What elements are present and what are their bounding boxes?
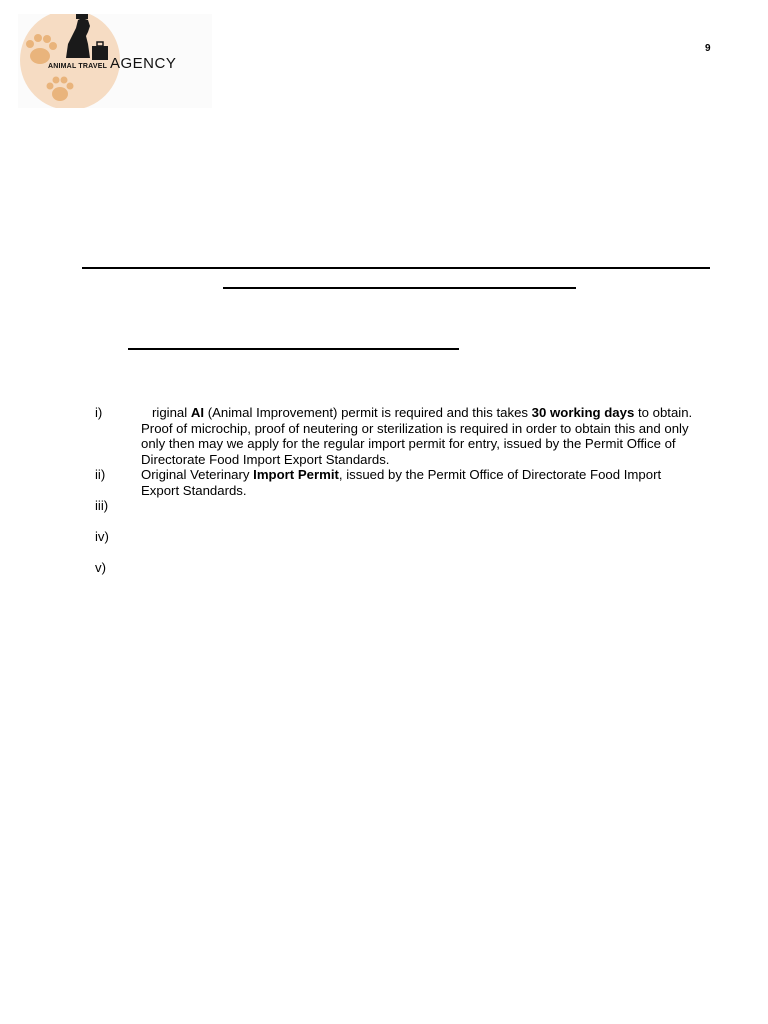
list-item-number: ii)	[95, 467, 106, 482]
list-item-number: i)	[95, 405, 103, 420]
logo-travel-text: ANIMAL TRAVEL	[48, 63, 108, 70]
logo-agency-text: AGENCY	[110, 55, 177, 72]
bold-run: AI	[190, 405, 205, 420]
bold-run: Import Permit	[253, 467, 339, 482]
text-run: to obtain. Proof of microchip, proof of neutering or sterilization is required in order to obtain this and only only then may we apply for the regular import permit for entry, issued by the Permit Office of Directorate Food Import Export Standards.	[141, 405, 693, 467]
section-underline-rule	[128, 348, 459, 350]
bold-run: 30 working days	[531, 405, 635, 420]
list-item-number: iii)	[95, 498, 109, 513]
text-run: Original Veterinary	[141, 467, 254, 482]
list-item	[95, 467, 695, 498]
agency-logo	[18, 14, 212, 108]
list-item-number: iv)	[95, 529, 109, 544]
list-item-text	[141, 467, 661, 498]
subtitle-underline-rule	[223, 287, 576, 289]
title-underline-rule	[82, 267, 710, 269]
list-item	[95, 529, 695, 545]
list-item-text	[141, 405, 692, 467]
list-item	[95, 405, 695, 467]
text-run: , issued by the Permit Office of Directorate Food Import Export Standards.	[141, 467, 662, 498]
page-number: 9	[705, 43, 711, 54]
text-run: riginal	[152, 405, 191, 420]
list-item-number: v)	[95, 560, 106, 575]
text-run: (Animal Improvement) permit is required and this takes	[204, 405, 532, 420]
list-item	[95, 498, 695, 514]
list-item	[95, 560, 695, 576]
requirements-list	[95, 405, 695, 591]
